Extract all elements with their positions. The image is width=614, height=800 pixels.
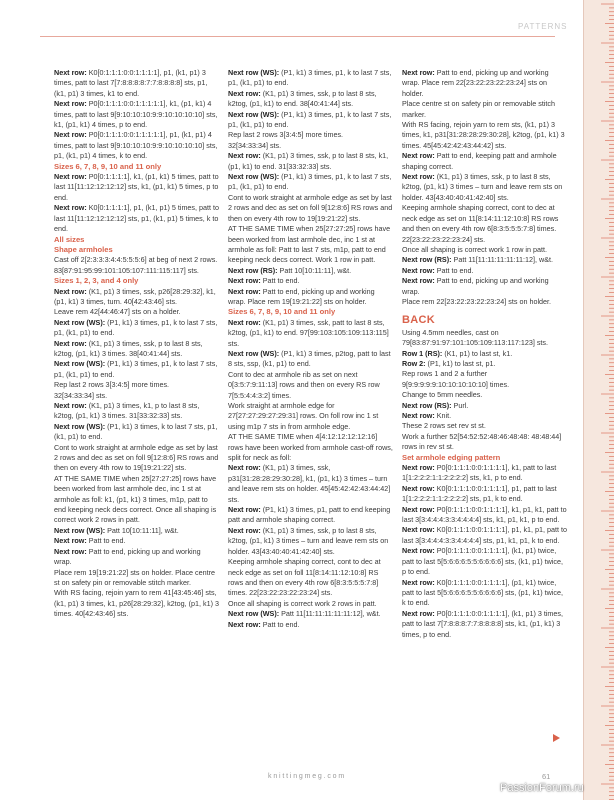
row-label: Next row: <box>54 203 87 213</box>
row-label: Next row: <box>402 151 435 161</box>
row-label: Next row: <box>402 546 435 556</box>
instruction-text: Place centre st on safety pin or removable stitch marker. <box>402 99 556 119</box>
row-label: Next row: <box>402 463 435 473</box>
instruction-text: Place rem 22[23:22:23:22:23:24] sts on holder. <box>402 296 552 306</box>
instruction-text: (K1, p1) 3 times, ssk, p26[28:29:32], k1, (p1, k1) 3 times, turn. 40[42:43:46] sts. <box>54 286 216 306</box>
instruction-paragraph <box>54 526 220 536</box>
row-label: Next row (WS): <box>228 68 280 77</box>
instruction-text: Rep last 2 rows 3[3:4:5] more times. 32[34:33:34] sts. <box>54 380 170 400</box>
instruction-paragraph <box>402 349 568 359</box>
instruction-paragraph <box>54 359 220 380</box>
instruction-paragraph <box>228 463 394 505</box>
page-number: 61 <box>542 772 551 781</box>
instruction-paragraph <box>54 568 220 589</box>
instruction-text: Patt to end, keeping patt and armhole shaping correct. <box>402 151 557 171</box>
instruction-text: (K1, p1) 3 times, ssk, patt to last 8 sts, k2tog, (p1, k1) to end. 97[99:103:105:109:113:115] sts. <box>228 317 389 348</box>
instruction-text: K0[0:1:1:1:0:0:1:1:1:1], p1, k1, p1, patt to last 3[3:4:4:4:3:3:4:4:4:4] sts, p1, k1, p1, k to end. <box>402 525 568 545</box>
subheading: Sizes 6, 7, 8, 9, 10 and 11 only <box>228 307 336 317</box>
page-header <box>0 0 614 44</box>
instruction-paragraph <box>228 432 394 463</box>
instruction-paragraph <box>54 380 220 401</box>
row-label: Next row: <box>54 546 87 556</box>
instruction-paragraph <box>54 203 220 234</box>
row-label: Next row: <box>228 286 261 296</box>
instruction-paragraph <box>402 359 568 369</box>
instruction-text: (K1, p1) 3 times, ssk, p to last 8 sts, k2tog, (p1, k1) to end. 38[40:41:44] sts. <box>228 88 377 109</box>
instruction-paragraph <box>228 370 394 401</box>
instruction-text: AT THE SAME TIME when 25[27:27:25] rows have been worked from last armhole dec, inc 1 st at armhole as foll: k1, (p1, k1) 3 times, m1p, patt to end keeping neck decs correct. Once all shaping is correct work 2 rows in patt. <box>54 473 217 525</box>
instruction-text: Cont to work straight at armhole edge as set by last 2 rows and dec as set on foll 9[12:8:6] RS rows and then on every 4th row to 19[19:21:22] sts. <box>228 192 393 223</box>
row-label: Next row (WS): <box>54 317 106 327</box>
instruction-paragraph <box>402 99 568 120</box>
instruction-paragraph <box>54 307 220 317</box>
instruction-text: (K1, p1) 3 times, ssk, p to last 8 sts, k1, (p1, k1) to end. 31[33:32:33] sts. <box>228 151 389 171</box>
instruction-text: Rep rows 1 and 2 a further 9[9:9:9:9:9:10:10:10:10:10] times. <box>402 369 510 389</box>
instruction-text: P0[0:1:1:1:0:0:1:1:1:1], (k1, p1) 3 times, patt to last 7[7:8:8:8:7:7:8:8:8:8] sts, k1, (p1, k1) 3 times, p to end. <box>402 608 563 639</box>
instruction-text: P0[0:1:1:1:1], k1, (p1, k1) 5 times, patt to last 11[11:12:12:12:12] sts, k1, (p1, k1) 5 times, p to end. <box>54 172 219 202</box>
instruction-paragraph <box>54 99 220 130</box>
instruction-text: Patt to end. <box>86 536 126 546</box>
subheading: Sizes 1, 2, 3, and 4 only <box>54 276 139 286</box>
instruction-text: P0[0:1:1:1:0:0:1:1:1:1], k1, patt to last 1[1:2:2:2:1:1:2:2:2:2] sts, k1, p to end. <box>402 463 557 483</box>
instruction-paragraph <box>54 339 220 360</box>
instruction-text: Purl. <box>451 400 469 410</box>
section-label: PATTERNS <box>518 22 568 31</box>
instruction-paragraph <box>228 172 394 193</box>
row-label: Next row: <box>54 172 87 182</box>
row-label: Next row: <box>54 338 87 348</box>
instruction-paragraph <box>402 151 568 172</box>
row-label: Next row (WS): <box>228 609 280 619</box>
instruction-paragraph <box>228 193 394 224</box>
instruction-text: (P1, k1) 3 times, p2tog, patt to last 8 sts, ssp, (k1, p1) to end. <box>228 348 391 369</box>
header-rule <box>40 36 555 37</box>
instruction-paragraph <box>228 89 394 110</box>
instruction-paragraph <box>228 557 394 599</box>
instruction-paragraph <box>54 474 220 526</box>
ruler-ticks <box>584 0 614 800</box>
row-label: Next row: <box>54 99 87 109</box>
instruction-paragraph <box>402 411 568 421</box>
instruction-text: Place rem 19[19:21:22] sts on holder. Place centre st on safety pin or removable stitch marker. <box>54 567 216 587</box>
instruction-paragraph <box>54 443 220 474</box>
instruction-paragraph <box>54 536 220 546</box>
instruction-text: (K1, p1) to last st, k1. <box>442 348 513 358</box>
row-label: Next row: <box>54 286 87 296</box>
subheading: All sizes <box>54 234 85 244</box>
row-label: Next row (WS): <box>228 172 280 182</box>
instruction-paragraph <box>228 401 394 432</box>
row-label: Next row: <box>402 483 435 493</box>
section-heading: BACK <box>402 314 435 327</box>
subheading: Shape armholes <box>54 244 113 254</box>
instruction-paragraph <box>402 578 568 609</box>
instruction-text: (P1, k1) to last st, p1. <box>425 358 496 368</box>
row-label: Next row (RS): <box>402 400 452 410</box>
instruction-text: (K1, p1) 3 times, ssk, p to last 8 sts, k2tog, (p1, k1) 3 times – turn and leave rem sts on holder. 43[43:40:40:41:42:40] sts. <box>402 172 563 202</box>
instruction-text: Keeping armhole shaping correct, cont to dec at neck edge as set on 11[8:14:11:12:10:8] RS rows and then on every 4th row 6[8:3:5:5:5:7:8] times. 22[23:22:23:22:23:24] sts. <box>402 203 559 244</box>
instruction-text: Change to 5mm needles. <box>402 390 483 400</box>
instruction-paragraph <box>402 245 568 255</box>
row-label: Next row: <box>54 68 87 77</box>
instruction-paragraph <box>402 120 568 151</box>
instruction-text: AT THE SAME TIME when 25[27:27:25] rows have been worked from last armhole dec, inc 1 st at armhole as foll: Patt to last 7 sts, m1p, patt to end keeping neck decs correct. Work 1 row in patt. <box>228 224 391 265</box>
instruction-text: (P1, k1) 3 times, p1, k to last 7 sts, p1, (k1, p1) to end. <box>228 109 392 130</box>
instruction-paragraph <box>54 255 220 276</box>
measuring-ruler <box>583 0 614 800</box>
row-label: Next row: <box>228 463 261 473</box>
row-label: Next row (WS): <box>228 348 280 358</box>
instruction-text: Work straight at armhole edge for 27[27:27:29:27:29:31] rows. On foll row inc 1 st using m1p 7 sts in from armhole edge. <box>228 401 379 431</box>
pattern-column-1 <box>54 68 220 620</box>
instruction-text: P0[0:1:1:1:0:0:1:1:1:1], k1, p1, k1, patt to last 3[3:4:4:4:3:3:4:4:4:4] sts, k1, p1, k1, p to end. <box>402 504 567 525</box>
instruction-text: P0[0:1:1:1:0:0:1:1:1:1:1], p1, (k1, p1) 4 times, patt to last 9[9:10:10:10:9:9:10:10:10:10] sts, p1, (k1, p1) 4 times, k to end. <box>54 130 218 161</box>
instruction-text: Patt 11[11:11:11:11:11:12], w&t. <box>451 255 554 265</box>
row-label: Next row: <box>228 619 261 629</box>
row-label: Next row: <box>54 130 87 140</box>
row-label: Next row: <box>54 536 87 546</box>
instruction-text: (K1, p1) 3 times, ssk, p to last 8 sts, k2tog, (p1, k1) 3 times – turn and leave rem sts on holder. 43[43:40:40:41:42:40] sts. <box>228 525 389 556</box>
row-label: Next row (WS): <box>54 359 106 369</box>
instruction-paragraph <box>402 328 568 349</box>
footer-website: knittingmeg.com <box>268 773 346 780</box>
row-label: Next row: <box>402 172 435 182</box>
instruction-text: Using 4.5mm needles, cast on 79[83:87:91:97:101:105:109:113:117:123] sts. <box>402 327 549 348</box>
instruction-paragraph <box>54 130 220 161</box>
instruction-paragraph <box>54 172 220 203</box>
instruction-paragraph <box>54 422 220 443</box>
row-label: Next row (RS): <box>402 255 452 265</box>
instruction-text: K0[0:1:1:1:0:0:1:1:1:1], (p1, k1) twice, patt to last 5[5:6:6:6:5:5:6:6:6:6] sts, (p1, k1) twice, k to end. <box>402 577 564 608</box>
instruction-text: These 2 rows set rev st st. <box>402 421 486 431</box>
instruction-paragraph <box>228 130 394 151</box>
row-label: Next row: <box>402 525 435 535</box>
instruction-text: Patt to end. <box>260 276 300 286</box>
row-label: Next row: <box>228 505 261 515</box>
pattern-column-2 <box>228 68 394 630</box>
row-label: Next row: <box>402 504 435 514</box>
instruction-text: Patt 10[10:11:11], w&t. <box>105 525 179 535</box>
instruction-text: (K1, p1) 3 times, ssk, p to last 8 sts, k2tog, (p1, k1) 3 times. 38[40:41:44] sts. <box>54 338 203 358</box>
instruction-text: Patt to end, picking up and working wrap. Place rem 22[23:22:23:22:23:24] sts on holder. <box>402 68 549 98</box>
row-label: Next row: <box>228 151 261 161</box>
instruction-paragraph <box>402 401 568 411</box>
row-label: Next row: <box>402 68 435 77</box>
instruction-text: (P1, k1) 3 times, p1, k to last 7 sts, p1, (k1, p1) to end. <box>54 317 218 338</box>
instruction-paragraph <box>402 546 568 577</box>
instruction-paragraph <box>402 255 568 265</box>
instruction-text: AT THE SAME TIME when 4[4:12:12:12:12:16] rows have been worked from armhole cast-off rows, split for neck as foll: <box>228 432 393 463</box>
instruction-paragraph <box>402 432 568 453</box>
instruction-text: Patt to end. <box>260 619 300 629</box>
instruction-text: (P1, k1) 3 times, p1, k to last 7 sts, p1, (k1, p1) to end. <box>228 172 392 192</box>
instruction-paragraph <box>54 588 220 619</box>
row-label: Next row: <box>228 88 261 98</box>
instruction-paragraph <box>402 172 568 203</box>
row-label: Row 2: <box>402 358 426 368</box>
instruction-text: (P1, k1) 3 times, k to last 7 sts, p1, (k1, p1) to end. <box>54 421 218 442</box>
instruction-paragraph <box>402 369 568 390</box>
row-label: Row 1 (RS): <box>402 348 443 358</box>
instruction-text: Patt 11[11:11:11:11:11:12], w&t. <box>279 609 381 619</box>
row-label: Next row: <box>54 401 87 410</box>
instruction-paragraph <box>402 390 568 400</box>
row-label: Next row: <box>402 265 435 275</box>
row-label: Next row (WS): <box>54 525 106 535</box>
instruction-paragraph <box>402 297 568 307</box>
instruction-paragraph <box>54 318 220 339</box>
instruction-paragraph <box>54 68 220 99</box>
continue-arrow-icon <box>553 734 560 742</box>
instruction-text: (P1, k1) 3 times, p1, patt to end keeping patt and armhole shaping correct. <box>228 505 391 525</box>
instruction-text: Work a further 52[54:52:52:48:46:48:48: 48:48:44] rows in rev st st. <box>402 431 562 452</box>
watermark: PassionForum.ru <box>500 782 584 794</box>
instruction-paragraph <box>402 421 568 431</box>
instruction-text: K0[0:1:1:1:0:0:1:1:1:1], p1, (k1, p1) 3 times, patt to last 7[7:8:8:8:8:7:7:8:8:8:8] sts, p1, (k1, p1) 3 times, k1 to end. <box>54 68 208 98</box>
instruction-text: Patt 10[10:11:11], w&t. <box>277 265 352 275</box>
row-label: Next row (WS): <box>54 421 106 431</box>
instruction-text: Patt to end, picking up and working wrap. <box>402 276 549 296</box>
subheading: Sizes 6, 7, 8, 9, 10 and 11 only <box>54 161 162 171</box>
instruction-text: Cont to dec at armhole rib as set on next 0[3:5:7:9:11:13] rows and then on every RS row 7[5:5:4:4:3:2] times. <box>228 369 380 400</box>
instruction-paragraph <box>228 599 394 609</box>
instruction-text: With RS facing, rejoin yarn to rem 41[43:45:46] sts, (k1, p1) 3 times, k1, p26[28:29:32], k2tog, (p1, k1) 3 times. 40[42:43:46] sts. <box>54 588 220 619</box>
row-label: Next row: <box>402 411 435 420</box>
instruction-paragraph <box>54 401 220 422</box>
instruction-paragraph <box>228 318 394 349</box>
instruction-text: K0[0:1:1:1:0:0:1:1:1:1], p1, patt to last 1[1:2:2:2:1:1:2:2:2:2] sts, p1, k to end. <box>402 483 557 504</box>
instruction-paragraph <box>228 68 394 89</box>
pattern-column-3 <box>402 68 568 640</box>
instruction-text: Patt to end, picking up and working wrap. <box>54 546 201 567</box>
instruction-text: (K1, p1) 3 times, ssk, p31[31:28:28:29:30:28], k1, (p1, k1) 3 times – turn and leave rem sts on holder. 45[45:42:42:43:44:42] sts. <box>228 463 391 504</box>
instruction-text: Patt to end. <box>434 265 474 275</box>
instruction-paragraph <box>228 266 394 276</box>
row-label: Next row (WS): <box>228 109 280 119</box>
instruction-paragraph <box>402 68 568 99</box>
instruction-paragraph <box>402 505 568 526</box>
instruction-text: P0[0:1:1:1:0:0:1:1:1:1], (k1, p1) twice, patt to last 5[5:6:6:6:5:5:6:6:6:6] sts, (k1, p1) twice, p to end. <box>402 546 564 577</box>
instruction-paragraph <box>228 276 394 286</box>
row-label: Next row: <box>402 577 435 587</box>
instruction-text: Patt to end, picking up and working wrap. Place rem 19[19:21:22] sts on holder. <box>228 286 375 306</box>
row-label: Next row: <box>228 525 261 535</box>
instruction-paragraph <box>402 463 568 484</box>
instruction-paragraph <box>402 266 568 276</box>
row-label: Next row (RS): <box>228 265 278 275</box>
instruction-paragraph <box>228 110 394 131</box>
instruction-text: Once all shaping is correct work 2 rows in patt. <box>228 598 377 608</box>
instruction-paragraph <box>228 505 394 526</box>
instruction-paragraph <box>228 349 394 370</box>
instruction-paragraph <box>54 287 220 308</box>
row-label: Next row: <box>228 317 261 327</box>
instruction-paragraph <box>228 609 394 619</box>
instruction-text: (P1, k1) 3 times, p1, k to last 7 sts, p1, (k1, p1) to end. <box>54 359 218 379</box>
instruction-paragraph <box>402 203 568 245</box>
row-label: Next row: <box>402 608 435 618</box>
instruction-paragraph <box>402 276 568 297</box>
instruction-text: Cast off 2[2:3:3:3:4:4:5:5:5:6] at beg of next 2 rows. 83[87:91:95:99:101:105:107:111:115:117] sts. <box>54 255 218 275</box>
instruction-text: Keeping armhole shaping correct, cont to dec at neck edge as set on foll 11[8:14:11:12:10:8] RS rows and then on every 4th row 6[8:3:5:5:5:7:8] times. 22[23:22:23:22:23:24] sts. <box>228 557 381 598</box>
instruction-text: P0[0:1:1:1:0:0:1:1:1:1:1], k1, (p1, k1) 4 times, patt to last 9[9:10:10:10:9:9:10:10:10:10] sts, k1, (p1, k1) 4 times, p to end. <box>54 99 218 130</box>
instruction-text: Rep last 2 rows 3[3:4:5] more times. 32[34:33:34] sts. <box>228 130 344 150</box>
instruction-paragraph <box>228 287 394 308</box>
instruction-text: With RS facing, rejoin yarn to rem sts, (k1, p1) 3 times, k1, p31[31:28:28:29:30:28], k2tog, (p1, k1) 3 times. 45[45:42:42:43:44:42] sts. <box>402 120 565 150</box>
instruction-text: (K1, p1) 3 times, k1, p to last 8 sts, k2tog, (p1, k1) 3 times. 31[33:32:33] sts. <box>54 401 200 421</box>
instruction-text: (P1, k1) 3 times, p1, k to last 7 sts, p1, (k1, p1) to end. <box>228 68 392 88</box>
row-label: Next row: <box>228 276 261 286</box>
instruction-text: Leave rem 42[44:46:47] sts on a holder. <box>54 307 181 317</box>
instruction-paragraph <box>402 484 568 505</box>
instruction-paragraph <box>228 526 394 557</box>
instruction-text: Cont to work straight at armhole edge as set by last 2 rows and dec as set on foll 9[12:8:6] RS rows and then on every 4th row to 19[19:21:22] sts. <box>54 442 219 473</box>
instruction-paragraph <box>228 620 394 630</box>
instruction-paragraph <box>402 525 568 546</box>
instruction-paragraph <box>402 609 568 640</box>
instruction-paragraph <box>228 151 394 172</box>
instruction-text: Once all shaping is correct work 1 row in patt. <box>402 244 548 254</box>
subheading: Set armhole edging pattern <box>402 452 501 462</box>
instruction-text: K0[0:1:1:1:1], p1, (k1, p1) 5 times, patt to last 11[11:12:12:12:12] sts, p1, (k1, p1) 5 times, k to end. <box>54 203 219 234</box>
instruction-paragraph <box>228 224 394 266</box>
instruction-text: Knit. <box>434 411 452 420</box>
instruction-paragraph <box>54 547 220 568</box>
row-label: Next row: <box>402 276 435 286</box>
